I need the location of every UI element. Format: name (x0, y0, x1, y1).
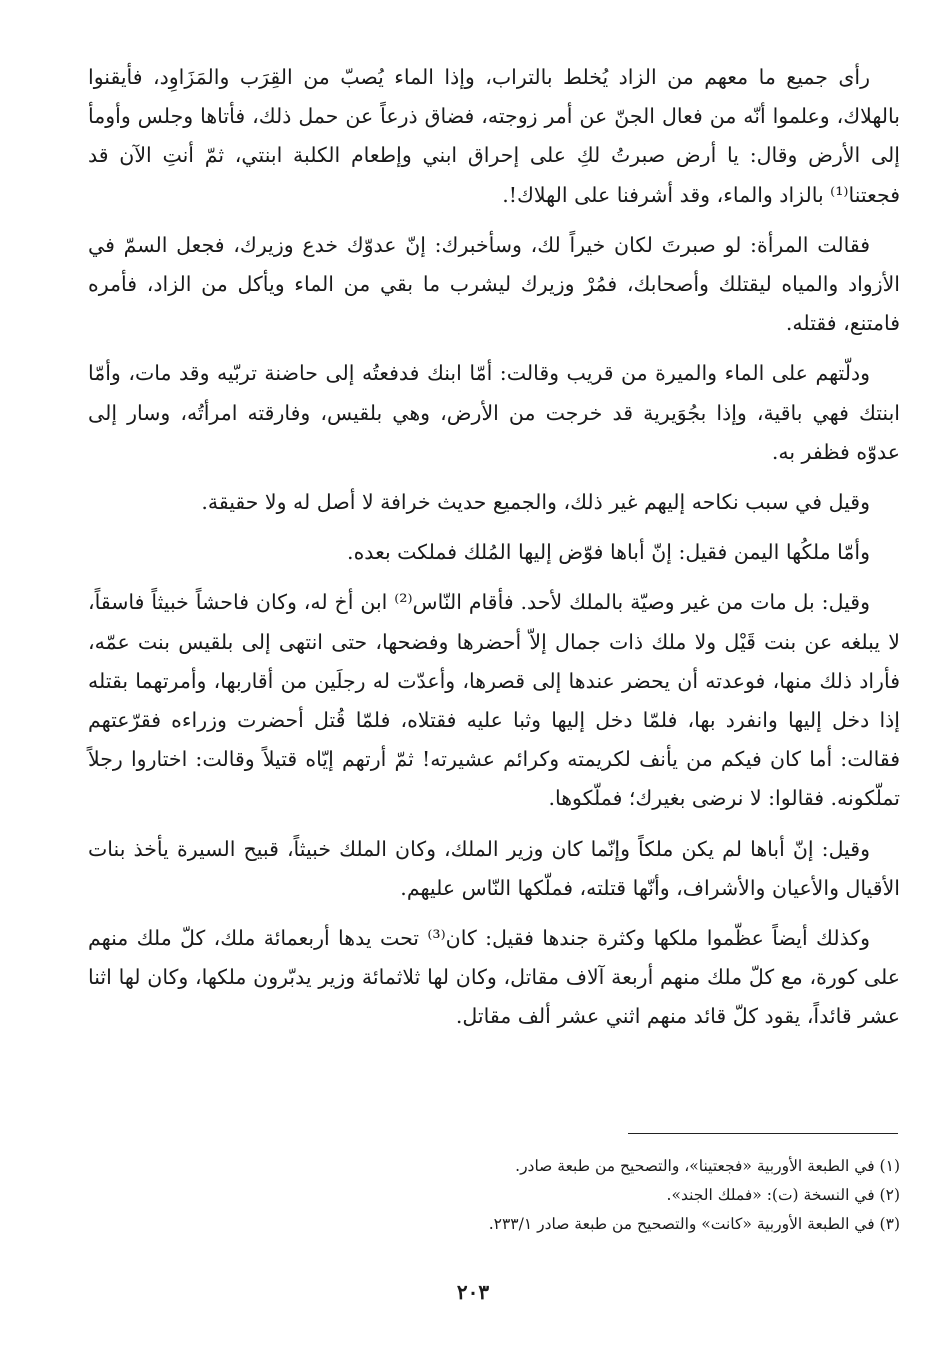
paragraph: وقيل في سبب نكاحه إليهم غير ذلك، والجميع حديث خرافة لا أصل له ولا حقيقة. (201, 490, 870, 515)
footnote: (٢) في النسخة (ت): «فملك الجند». (666, 1186, 900, 1204)
paragraph: وقيل: بل مات من غير وصيّة بالملك لأحد. فأقام النّاس⁽²⁾ ابن أخ له، وكان فاحشاً خبيثاً فاسقاً، لا يبلغه عن بنت قَيْل ولا ملك ذات جمال إلاّ أحضرها وفضحها، حتى انتهى إلى بلقيس بنت عمّه، فأراد ذلك منها، فوعدته أن يحضر عندها إلى قصرها، وأعدّت له رجلَين من أقاربها، وأمرتهما بقتله إذا دخل إليها وانفرد بها، فلمّا دخل إليها وثبا عليه فقتلاه، فلمّا قُتل أحضرت وزراءه فقرّعتهم فقالت: أما كان فيكم من يأنف لكريمته وكرائم عشيرته! ثمّ أرتهم إيّاه قتيلاً وقالت: اختاروا رجلاً تملّكونه. فقالوا: لا نرضى بغيرك؛ فملّكوها. (88, 590, 900, 811)
footnote-separator (628, 1133, 898, 1134)
page-number: ٢٠٣ (456, 1280, 490, 1304)
paragraph: فقالت المرأة: لو صبرتَ لكان خيراً لك، وسأخبرك: إنّ عدوّك خدع وزيرك، فجعل السمّ في الأزواد والمياه ليقتلك وأصحابك، فمُرْ وزيرك ليشرب ما بقي من الماء ويأكل من الزاد، فأمره فامتنع، فقتله. (88, 232, 900, 336)
paragraph: وقيل: إنّ أباها لم يكن ملكاً وإنّما كان وزير الملك، وكان الملك خبيثاً، قبيح السيرة يأخذ بنات الأقيال والأعيان والأشراف، وأنّها قتلته، فملّكها النّاس عليهم. (88, 836, 900, 900)
paragraph: ودلّتهم على الماء والميرة من قريب وقالت: أمّا ابنك فدفعتُه إلى حاضنة تربّيه وقد مات، وأمّا ابنتك فهي باقية، وإذا بجُوَيرية قد خرجت من الأرض، وهي بلقيس، وفارقته امرأتُه، وسار إلى عدوّه فظفر به. (88, 361, 900, 464)
paragraph: رأى جميع ما معهم من الزاد يُخلط بالتراب، وإذا الماء يُصبّ من القِرَب والمَزَاوِد، فأيقنوا بالهلاك، وعلموا أنّه من فعال الجنّ عن أمر زوجته، فضاق ذرعاً عن حمل ذلك، فأتاها وجلس وأومأ إلى الأرض وقال: يا أرض صبرتُ لكِ على إحراق ابني وإطعام الكلبة ابنتي، ثمّ أنتِ الآن قد فجعتنا⁽¹⁾ بالزاد والماء، وقد أشرفنا على الهلاك!. (88, 65, 900, 207)
footnotes (88, 1152, 900, 1239)
paragraph: وأمّا ملكُها اليمن فقيل: إنّ أباها فوّض إليها المُلك فملكت بعده. (347, 540, 870, 565)
footnote: (٣) في الطبعة الأوربية «كانت» والتصحيح من طبعة صادر ٢٣٣/١. (488, 1215, 900, 1233)
footnote: (١) في الطبعة الأوربية «فجعتينا»، والتصحيح من طبعة صادر. (515, 1157, 900, 1175)
paragraph: وكذلك أيضاً عظّموا ملكها وكثرة جندها فقيل: كان⁽³⁾ تحت يدها أربعمائة ملك، كلّ ملك منهم على كورة، مع كلّ ملك منهم أربعة آلاف مقاتل، وكان لها ثلاثمائة وزير يدبّرون ملكها، وكان لها اثنا عشر قائداً، يقود كلّ قائد منهم اثني عشر ألف مقاتل. (88, 926, 900, 1029)
main-text (88, 58, 900, 1037)
